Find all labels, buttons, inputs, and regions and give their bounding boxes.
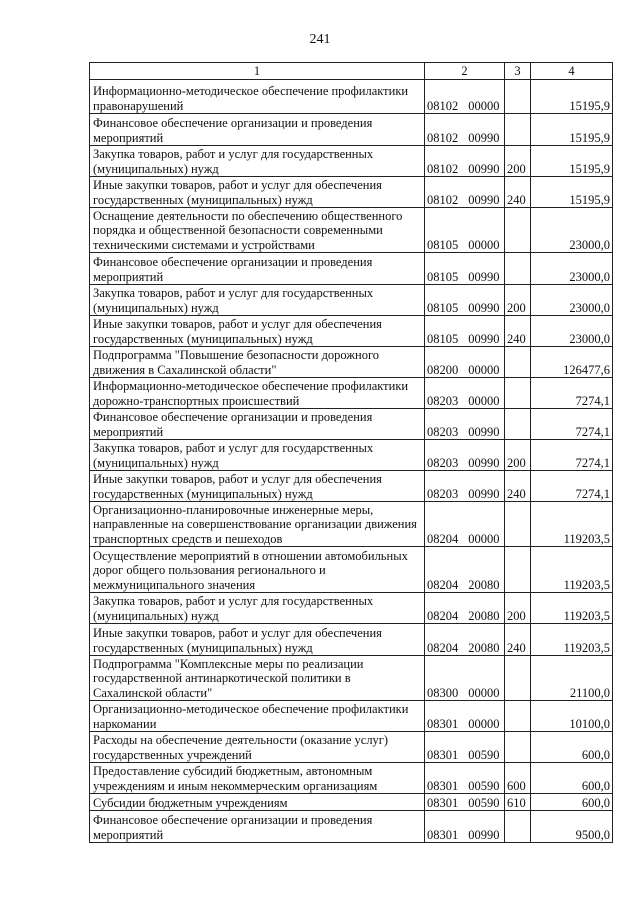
row-name: Осуществление мероприятий в отношении автомобильных дорог общего пользования регионального и межмуниципального значения (90, 547, 425, 593)
row-expense-type (505, 656, 531, 701)
row-amount: 119203,5 (531, 502, 613, 547)
table-row (90, 502, 613, 547)
row-code (425, 471, 505, 502)
code-direction: 00590 (468, 778, 500, 793)
row-expense-type: 600 (505, 763, 531, 794)
code-direction: 00990 (468, 827, 500, 842)
row-amount: 600,0 (531, 763, 613, 794)
row-amount: 600,0 (531, 732, 613, 763)
row-expense-type: 200 (505, 285, 531, 316)
row-code (425, 547, 505, 593)
code-direction: 00990 (468, 192, 500, 207)
table-row (90, 811, 613, 843)
row-expense-type (505, 378, 531, 409)
code-program: 08200 (427, 362, 459, 377)
row-amount: 7274,1 (531, 378, 613, 409)
row-amount: 7274,1 (531, 409, 613, 440)
budget-table (89, 62, 613, 843)
row-amount: 23000,0 (531, 316, 613, 347)
row-code (425, 347, 505, 378)
table-row (90, 763, 613, 794)
row-expense-type (505, 701, 531, 732)
row-code (425, 114, 505, 146)
row-code (425, 794, 505, 811)
row-name: Финансовое обеспечение организации и проведения мероприятий (90, 253, 425, 285)
table-row (90, 701, 613, 732)
table-row (90, 146, 613, 177)
row-expense-type: 200 (505, 593, 531, 624)
code-direction: 00000 (468, 237, 500, 252)
row-amount: 119203,5 (531, 547, 613, 593)
row-expense-type: 240 (505, 177, 531, 208)
table-row (90, 114, 613, 146)
row-name: Закупка товаров, работ и услуг для государственных (муниципальных) нужд (90, 146, 425, 177)
row-amount: 10100,0 (531, 701, 613, 732)
row-amount: 119203,5 (531, 624, 613, 656)
row-code (425, 701, 505, 732)
row-code (425, 811, 505, 843)
code-program: 08105 (427, 300, 459, 315)
row-amount: 15195,9 (531, 146, 613, 177)
row-expense-type (505, 347, 531, 378)
row-name: Закупка товаров, работ и услуг для государственных (муниципальных) нужд (90, 593, 425, 624)
row-code (425, 409, 505, 440)
code-program: 08204 (427, 531, 459, 546)
table-row (90, 253, 613, 285)
table-row (90, 378, 613, 409)
table-row (90, 409, 613, 440)
row-name: Оснащение деятельности по обеспечению общественного порядка и общественной безопасности современными техническими системами и устройствами (90, 208, 425, 253)
page-number: 241 (309, 32, 331, 47)
code-program: 08204 (427, 577, 459, 592)
table-row (90, 794, 613, 811)
table-row (90, 732, 613, 763)
code-direction: 00590 (468, 795, 500, 810)
row-amount: 23000,0 (531, 253, 613, 285)
code-direction: 00990 (468, 424, 500, 439)
row-expense-type (505, 811, 531, 843)
code-program: 08105 (427, 237, 459, 252)
row-name: Иные закупки товаров, работ и услуг для обеспечения государственных (муниципальных) нужд (90, 177, 425, 208)
row-expense-type (505, 208, 531, 253)
row-amount: 7274,1 (531, 440, 613, 471)
code-program: 08204 (427, 608, 459, 623)
row-name: Закупка товаров, работ и услуг для государственных (муниципальных) нужд (90, 285, 425, 316)
column-header-amount: 4 (531, 63, 613, 80)
code-direction: 00000 (468, 362, 500, 377)
code-program: 08301 (427, 827, 459, 842)
code-direction: 20080 (468, 640, 500, 655)
column-header-name: 1 (90, 63, 425, 80)
row-code (425, 80, 505, 114)
row-amount: 15195,9 (531, 177, 613, 208)
column-header-code: 2 (425, 63, 505, 80)
row-amount: 23000,0 (531, 208, 613, 253)
code-program: 08204 (427, 640, 459, 655)
table-row (90, 440, 613, 471)
code-program: 08301 (427, 747, 459, 762)
row-name: Организационно-планировочные инженерные меры, направленные на совершенствование организации движения транспортных средств и пешеходов (90, 502, 425, 547)
code-program: 08102 (427, 192, 459, 207)
table-row (90, 624, 613, 656)
row-expense-type: 200 (505, 146, 531, 177)
row-code (425, 440, 505, 471)
code-direction: 00000 (468, 393, 500, 408)
code-program: 08203 (427, 455, 459, 470)
row-code (425, 316, 505, 347)
row-expense-type (505, 80, 531, 114)
row-code (425, 378, 505, 409)
row-code (425, 177, 505, 208)
column-header-vr: 3 (505, 63, 531, 80)
header-row (90, 63, 613, 80)
table-row (90, 347, 613, 378)
row-amount: 15195,9 (531, 114, 613, 146)
code-program: 08102 (427, 98, 459, 113)
code-program: 08300 (427, 685, 459, 700)
row-name: Финансовое обеспечение организации и проведения мероприятий (90, 409, 425, 440)
code-direction: 00990 (468, 331, 500, 346)
code-program: 08102 (427, 161, 459, 176)
row-amount: 7274,1 (531, 471, 613, 502)
table-row (90, 547, 613, 593)
row-name: Информационно-методическое обеспечение профилактики правонарушений (90, 80, 425, 114)
code-program: 08203 (427, 486, 459, 501)
row-expense-type (505, 409, 531, 440)
table-row (90, 471, 613, 502)
row-expense-type: 240 (505, 316, 531, 347)
row-expense-type (505, 732, 531, 763)
code-direction: 00990 (468, 300, 500, 315)
row-expense-type (505, 253, 531, 285)
code-program: 08301 (427, 716, 459, 731)
code-program: 08203 (427, 424, 459, 439)
row-code (425, 208, 505, 253)
row-name: Иные закупки товаров, работ и услуг для обеспечения государственных (муниципальных) нужд (90, 624, 425, 656)
code-direction: 00990 (468, 486, 500, 501)
row-expense-type (505, 502, 531, 547)
code-program: 08102 (427, 130, 459, 145)
row-expense-type: 200 (505, 440, 531, 471)
code-direction: 00590 (468, 747, 500, 762)
row-code (425, 763, 505, 794)
row-name: Финансовое обеспечение организации и проведения мероприятий (90, 114, 425, 146)
row-amount: 119203,5 (531, 593, 613, 624)
row-expense-type: 240 (505, 624, 531, 656)
row-name: Подпрограмма "Повышение безопасности дорожного движения в Сахалинской области" (90, 347, 425, 378)
row-code (425, 624, 505, 656)
code-direction: 00990 (468, 455, 500, 470)
row-code (425, 146, 505, 177)
row-code (425, 285, 505, 316)
code-direction: 00000 (468, 98, 500, 113)
code-program: 08105 (427, 331, 459, 346)
code-direction: 00000 (468, 685, 500, 700)
row-code (425, 732, 505, 763)
table-row (90, 177, 613, 208)
table-row (90, 80, 613, 114)
row-code (425, 253, 505, 285)
row-expense-type: 240 (505, 471, 531, 502)
row-amount: 126477,6 (531, 347, 613, 378)
row-expense-type (505, 547, 531, 593)
row-amount: 600,0 (531, 794, 613, 811)
row-name: Подпрограмма "Комплексные меры по реализации государственной антинаркотической политики в Сахалинской области" (90, 656, 425, 701)
table-body (90, 80, 613, 843)
table-row (90, 208, 613, 253)
table-row (90, 593, 613, 624)
row-name: Организационно-методическое обеспечение профилактики наркомании (90, 701, 425, 732)
table-row (90, 316, 613, 347)
row-code (425, 593, 505, 624)
code-direction: 00990 (468, 130, 500, 145)
row-name: Иные закупки товаров, работ и услуг для обеспечения государственных (муниципальных) нужд (90, 316, 425, 347)
row-name: Иные закупки товаров, работ и услуг для обеспечения государственных (муниципальных) нужд (90, 471, 425, 502)
code-program: 08301 (427, 778, 459, 793)
row-name: Финансовое обеспечение организации и проведения мероприятий (90, 811, 425, 843)
row-name: Закупка товаров, работ и услуг для государственных (муниципальных) нужд (90, 440, 425, 471)
code-direction: 00000 (468, 531, 500, 546)
code-direction: 20080 (468, 608, 500, 623)
row-name: Расходы на обеспечение деятельности (оказание услуг) государственных учреждений (90, 732, 425, 763)
row-amount: 9500,0 (531, 811, 613, 843)
code-program: 08105 (427, 269, 459, 284)
table-row (90, 285, 613, 316)
code-direction: 00990 (468, 269, 500, 284)
row-amount: 23000,0 (531, 285, 613, 316)
code-program: 08203 (427, 393, 459, 408)
code-direction: 20080 (468, 577, 500, 592)
row-name: Предоставление субсидий бюджетным, автономным учреждениям и иным некоммерческим организациям (90, 763, 425, 794)
table-row (90, 656, 613, 701)
row-amount: 21100,0 (531, 656, 613, 701)
code-program: 08301 (427, 795, 459, 810)
row-name: Информационно-методическое обеспечение профилактики дорожно-транспортных происшествий (90, 378, 425, 409)
row-amount: 15195,9 (531, 80, 613, 114)
row-code (425, 656, 505, 701)
row-name: Субсидии бюджетным учреждениям (90, 794, 425, 811)
code-direction: 00990 (468, 161, 500, 176)
row-expense-type: 610 (505, 794, 531, 811)
row-code (425, 502, 505, 547)
row-expense-type (505, 114, 531, 146)
code-direction: 00000 (468, 716, 500, 731)
